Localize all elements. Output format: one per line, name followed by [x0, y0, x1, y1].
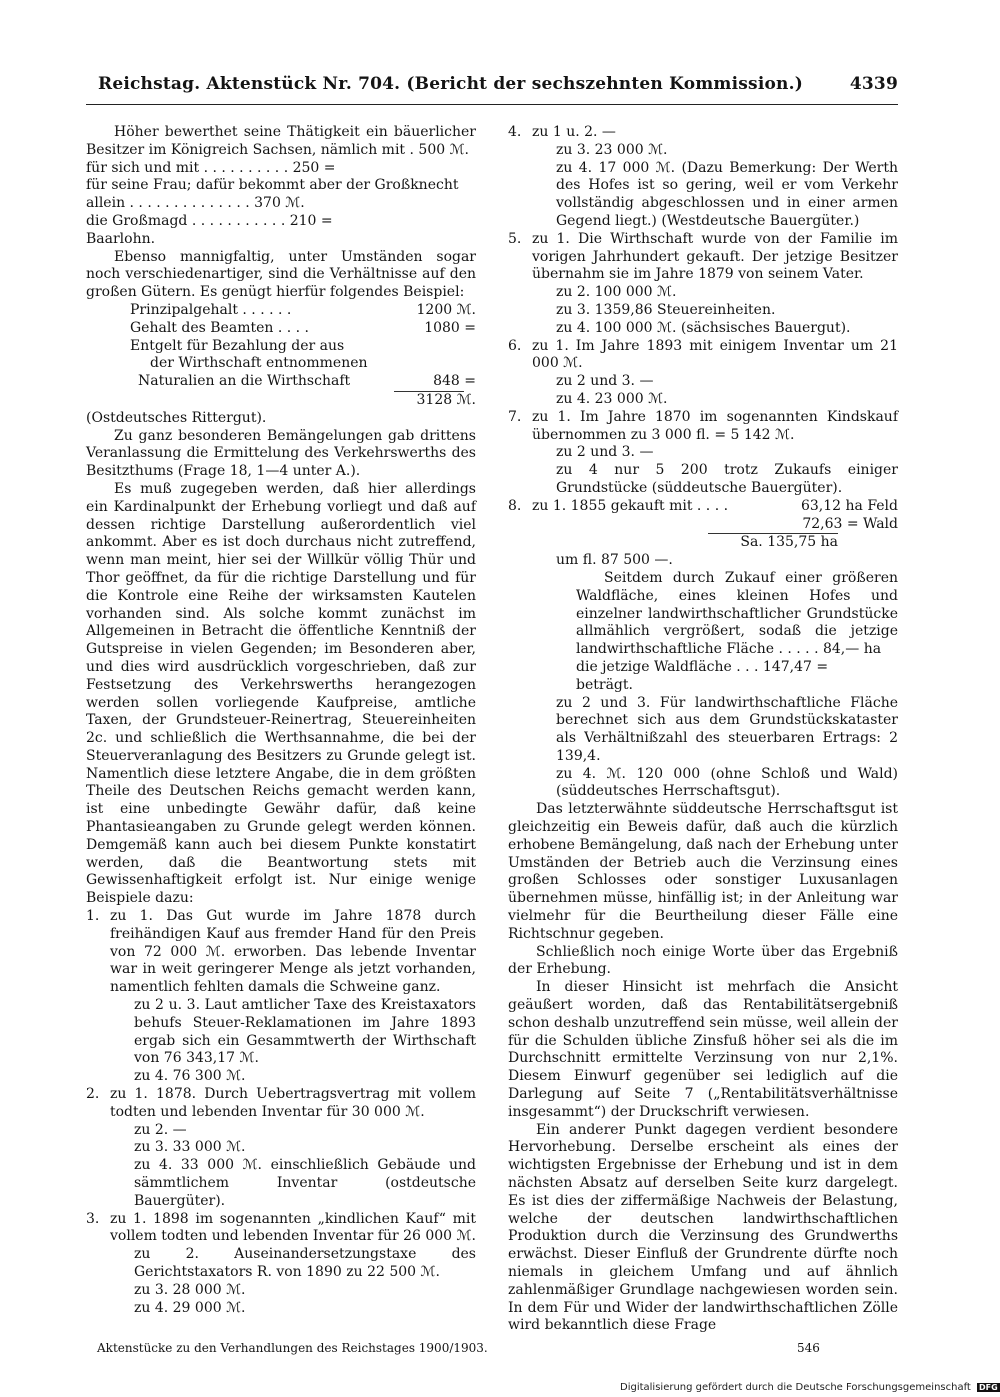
item-text: zu 3. 33 000 ℳ.	[134, 1139, 246, 1156]
list-item	[86, 1211, 476, 1318]
calc-row	[130, 373, 476, 391]
paragraph: Ebenso mannigfaltig, unter Umständen sogar noch verschiedenartiger, sind die Verhältnisse auf den großen Gütern. Es genügt hierfür folgendes Beispiel:	[86, 248, 476, 301]
list-item	[508, 409, 898, 498]
list-item	[508, 231, 898, 338]
text-line: allein . . . . . . . . . . . . . . 370 ℳ.	[86, 195, 305, 212]
text-line: für seine Frau; dafür bekommt aber der Großknecht	[86, 177, 459, 194]
calc-amount: 848 =	[433, 373, 476, 390]
item-text: die jetzige Waldfläche . . . 147,47 =	[576, 658, 829, 675]
item-text: zu 1. 1878. Durch Uebertragsvertrag mit vollem todten und lebenden Inventar für 30 000 ℳ.	[110, 1086, 476, 1120]
text-line: Baarlohn.	[86, 230, 156, 247]
item-text: zu 3. 28 000 ℳ.	[134, 1281, 246, 1298]
calc-label: Gehalt des Beamten . . . .	[130, 319, 309, 336]
paragraph: Zu ganz besonderen Bemängelungen gab drittens Veranlassung die Ermittelung des Verkehrswerths des Besitzthums (Frage 18, 1—4 unter A.).	[86, 427, 476, 480]
list-item	[86, 908, 476, 1086]
calc-row	[130, 302, 476, 320]
calc-total: 3128 ℳ.	[416, 391, 476, 408]
header-rule	[86, 104, 898, 105]
item-text: zu 3. 1359,86 Steuereinheiten.	[556, 301, 776, 318]
page-number: 4339	[849, 74, 898, 94]
paragraph: Höher bewerthet seine Thätigkeit ein bäuerlicher Besitzer im Königreich Sachsen, nämlich mit . 500 ℳ.	[86, 124, 476, 158]
paragraph: Es muß zugegeben werden, daß hier allerdings ein Kardinalpunkt der Erhebung vorliegt und daß auf dessen richtige Darstellung außerordentlich viel ankommt. Aber es ist doch durchaus nicht zutreffend, wenn man meint, hier sei der Willkür völlig Thür und Thor geöffnet, da für die richtige Darstellung und für die Kontrole eine Reihe der wirksamsten Kautelen vorhanden sind. Als solche kommt zunächst im Allgemeinen in Betracht die öffentliche Kenntniß der Gutspreise in vielen Gegenden; im Besonderen aber, und dies wird ausdrücklich vorgeschrieben, daß zur Festsetzung des Verkehrswerths herangezogen werden sollen vorliegende Kaufpreise, amtliche Taxen, der Grundsteuer-Reinertrag, Steuereinheiten 2c. und schließlich die Werthsannahme, die bei der Steuerveranlagung des Besitzers zu Grunde gelegt ist. Namentlich diese letztere Angabe, die in dem größten Theile des Deutschen Reichs gemacht werden kann, ist eine unbedingte Gewähr dafür, daß keine Phantasieangaben zu Grunde gelegt werden können. Demgemäß kann auch bei diesem Punkte konstatirt werden, daß die Beantwortung stets mit Gewissenhaftigkeit erfolgt ist. Nur einige wenige Beispiele dazu:	[86, 480, 476, 907]
page-footer	[97, 1341, 897, 1357]
item-text: zu 4. 33 000 ℳ. einschließlich Gebäude und sämmtlichem Inventar (ostdeutsche Bauergüter).	[134, 1157, 476, 1209]
item-text: zu 1. Im Jahre 1870 im sogenannten Kindskauf übernommen zu 3 000 fl. = 5 142 ℳ.	[532, 408, 898, 443]
dfg-logo: DFG	[979, 1383, 998, 1392]
footer-signature: 546	[797, 1341, 820, 1355]
item-text: beträgt.	[576, 676, 633, 693]
credit-text: Digitalisierung gefördert durch die Deutsche Forschungsgemeinschaft	[620, 1382, 971, 1393]
item-number: 7.	[508, 408, 522, 425]
item-text: zu 2 u. 3. Laut amtlicher Taxe des Kreistaxators behufs Steuer-Reklamationen im Jahre 1893 ergab sich ein Gesammtwerth der Wirthschaft von 76 343,17 ℳ.	[134, 997, 476, 1067]
paragraph: Das letzterwähnte süddeutsche Herrschaftsgut ist gleichzeitig ein Beweis dafür, daß auch die kürzlich erhobene Bemängelung, daß nach der Erhebung unter Umständen der Betrieb auch die Verzinsung eines großen Schlosses oder sonstiger Luxusanlagen übernehmen müsse, hinfällig ist; in der Anleitung war vielmehr für die Beurtheilung dieser Fälle eine Richtschnur gegeben.	[508, 801, 898, 942]
item-text: zu 2. 100 000 ℳ.	[556, 284, 677, 301]
paragraph: In dieser Hinsicht ist mehrfach die Ansicht geäußert worden, daß das Rentabilitätsergebniß schon deshalb unzutreffend sein müsse, weil allein der für die Schulden übliche Zinsfuß höher sei als die im Durchschnitt ermittelte Verzinsung von nur 2,1%. Diesem Einwurf gegenüber sei lediglich auf die Darlegung auf Seite 7 („Rentabilitätsverhältnisse insgesammt“) der Druckschrift verwiesen.	[508, 979, 898, 1120]
list-item	[86, 1086, 476, 1211]
item-number: 3.	[86, 1210, 100, 1227]
item-text: zu 1. 1898 im sogenannten „kindlichen Kauf“ mit vollem todten und lebenden Inventar für 26 000 ℳ.	[110, 1210, 476, 1245]
list-item	[508, 338, 898, 409]
item-text: zu 2. Auseinandersetzungstaxe des Gerichtstaxators R. von 1890 zu 22 500 ℳ.	[134, 1246, 476, 1280]
item-number: 6.	[508, 337, 522, 354]
running-header	[86, 74, 898, 100]
item-text: zu 4. ℳ. 120 000 (ohne Schloß und Wald) (süddeutsches Herrschaftsgut).	[556, 765, 898, 800]
paragraph: Schließlich noch einige Worte über das Ergebniß der Erhebung.	[508, 943, 898, 978]
item-number: 1.	[86, 908, 100, 925]
item-text: zu 2 und 3. —	[556, 373, 654, 390]
item-text: zu 2. —	[134, 1121, 187, 1138]
item-number: 2.	[86, 1086, 100, 1103]
item-text: zu 4. 76 300 ℳ.	[134, 1068, 246, 1085]
calc-row: der Wirthschaft entnommenen	[150, 355, 368, 372]
item-text: zu 4. 23 000 ℳ.	[556, 390, 668, 407]
item-text: zu 1. Das Gut wurde im Jahre 1878 durch freihändigen Kauf aus fremder Hand für den Preis von 72 000 ℳ. erworben. Das lebende Inventar war in weit geringerer Menge als jetzt vorhanden, namentlich fehlten damals die Schweine ganz.	[110, 908, 476, 996]
item-text: zu 1. Die Wirthschaft wurde von der Familie im vorigen Jahrhundert gekauft. Der jetzige Besitzer übernahm sie im Jahre 1879 von seinem Vater.	[532, 230, 898, 283]
calc-label: Naturalien an die Wirthschaft	[138, 373, 351, 390]
list-item	[508, 498, 898, 802]
right-column	[508, 124, 898, 1335]
calc-row	[130, 320, 476, 338]
item-text: zu 2 und 3. Für landwirthschaftliche Fläche berechnet sich aus dem Grundstückskataster als Verhältnißzahl des steuerbaren Ertrags: 2 139,4.	[556, 694, 898, 764]
item-text: Seitdem durch Zukauf einer größeren Waldfläche, eines kleinen Hofes und einzelner landwirthschaftlicher Grundstücke allmählich vergrößert, sodaß die jetzige landwirthschaftliche Fläche . . . . . 84,— ha	[576, 569, 898, 658]
item-text: zu 4. 29 000 ℳ.	[134, 1299, 246, 1316]
footer-source: Aktenstücke zu den Verhandlungen des Reichstages 1900/1903.	[97, 1341, 488, 1355]
header-title: Reichstag. Aktenstück Nr. 704. (Bericht der sechszehnten Kommission.)	[98, 74, 803, 94]
digitization-credit	[620, 1382, 1000, 1393]
item-number: 8.	[508, 497, 522, 514]
text-line: für sich und mit . . . . . . . . . . 250 =	[86, 159, 336, 176]
calc-amount: 1200 ℳ.	[416, 301, 476, 318]
item-text: zu 3. 23 000 ℳ.	[556, 141, 668, 158]
calc-row: Entgelt für Bezahlung der aus	[130, 337, 345, 354]
area-amount: 63,12 ha Feld	[800, 497, 898, 514]
item-number: 4.	[508, 124, 522, 140]
item-number: 5.	[508, 230, 522, 247]
item-text: zu 2 und 3. —	[556, 444, 654, 461]
area-row	[532, 498, 898, 516]
paragraph: (Ostdeutsches Rittergut).	[86, 409, 267, 426]
left-column	[86, 124, 476, 1317]
item-text: zu 1 u. 2. —	[532, 124, 616, 140]
paragraph: Ein anderer Punkt dagegen verdient besondere Hervorhebung. Derselbe erscheint als eines der wichtigsten Ergebnisse der Erhebung und ist in dem nächsten Absatz auf derselben Seite kurz dargelegt. Es ist dies der ziffermäßige Nachweis der Belastung, welche der deutschen landwirthschaftlichen Produktion durch die Verzinsung des Grundwerths erwächst. Dieser Einfluß der Grundrente dürfte noch niemals in gleichem Umfang und auf ähnlich zahlenmäßiger Grundlage nachgewiesen worden sein. In dem Für und Wider der landwirthschaftlichen Zölle wird bekanntlich diese Frage	[508, 1121, 898, 1334]
item-text: zu 1. Im Jahre 1893 mit einigem Inventar um 21 000 ℳ.	[532, 337, 898, 372]
area-total: Sa. 135,75 ha	[740, 534, 838, 551]
area-label: zu 1. 1855 gekauft mit . . . .	[532, 497, 729, 514]
calc-label: Prinzipalgehalt . . . . . .	[130, 301, 292, 318]
item-text: zu 4 nur 5 200 trotz Zukaufs einiger Grundstücke (süddeutsche Bauergüter).	[556, 462, 898, 496]
salary-calculation	[86, 302, 476, 410]
item-text: zu 4. 17 000 ℳ. (Dazu Bemerkung: Der Werth des Hofes ist so gering, weil er vom Verkehr vollständig abgeschlossen und in einer armen Gegend liegt.) (Westdeutsche Bauergüter.)	[556, 159, 898, 229]
list-item	[508, 124, 898, 231]
item-text: um fl. 87 500 —.	[556, 552, 673, 569]
text-line: die Großmagd . . . . . . . . . . . 210 =	[86, 212, 333, 229]
calc-amount: 1080 =	[424, 319, 476, 336]
item-text: zu 4. 100 000 ℳ. (sächsisches Bauergut).	[556, 319, 851, 336]
area-amount: 72,63 = Wald	[802, 515, 898, 532]
